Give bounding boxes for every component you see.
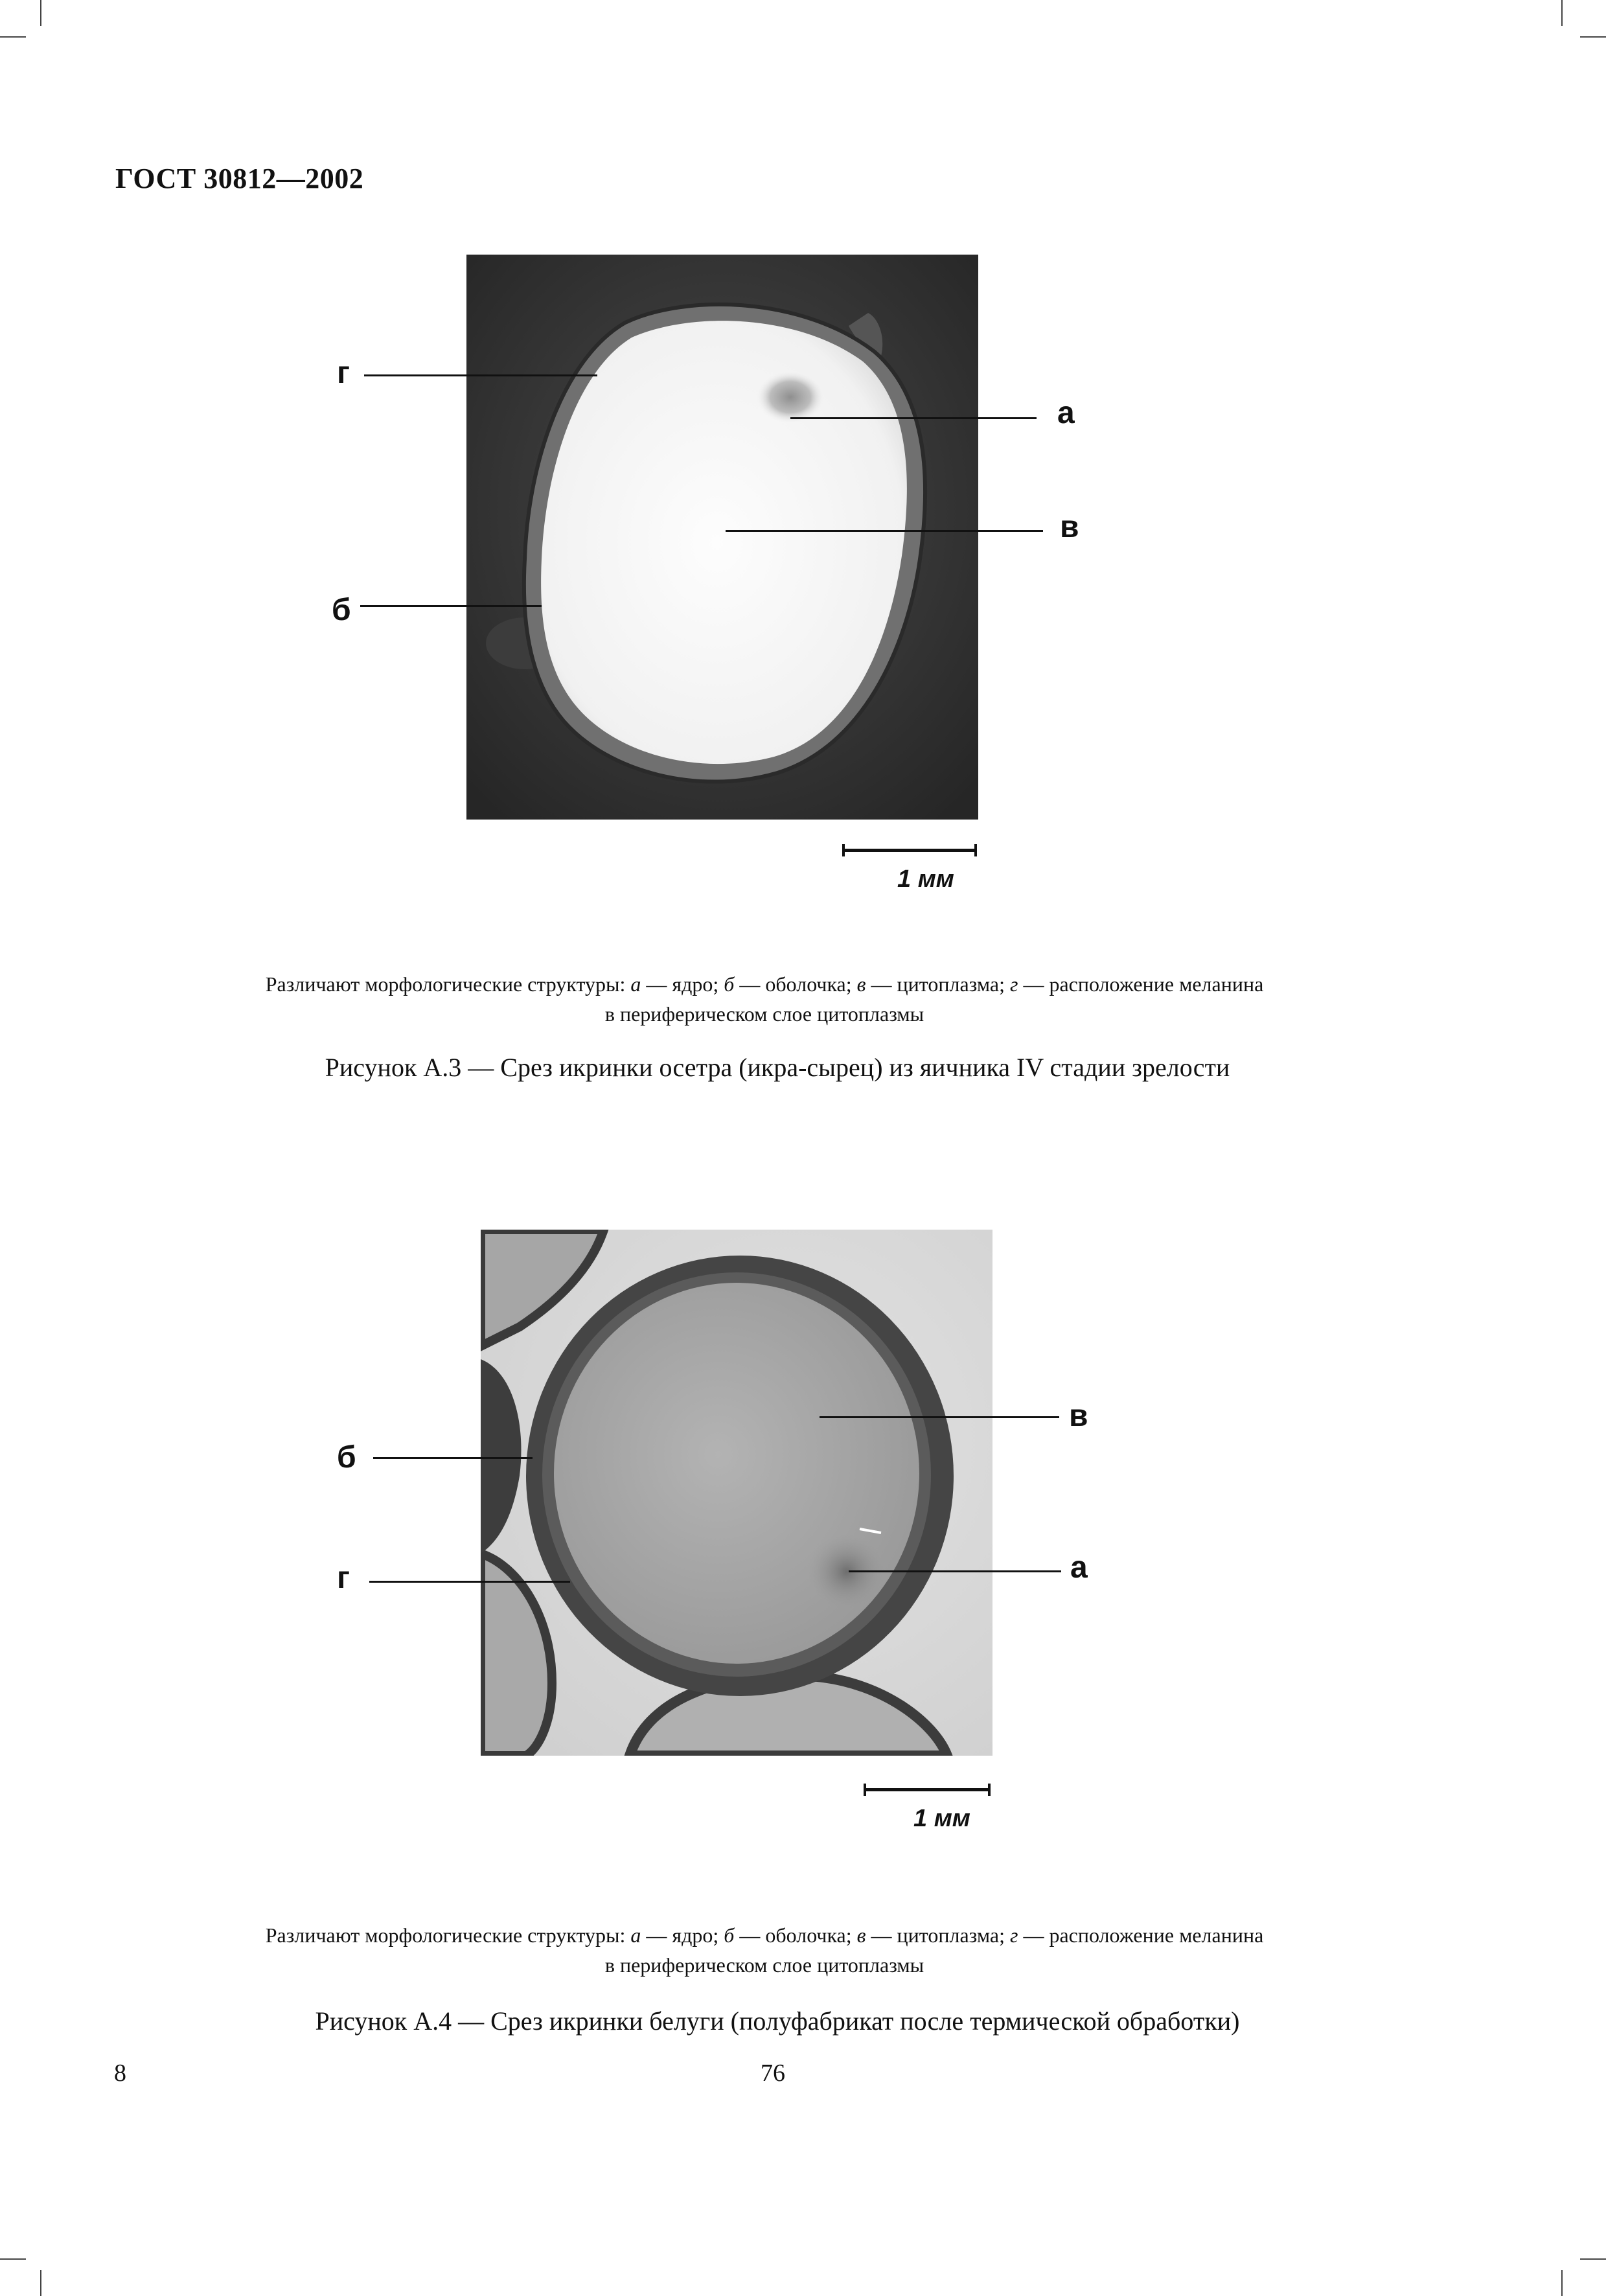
- leader-line-a: [849, 1570, 1061, 1572]
- page-number-left: 8: [114, 2060, 126, 2087]
- leader-line-v: [726, 530, 1043, 532]
- legend-key-v: в: [856, 1923, 866, 1947]
- legend-text-v: — цитоплазма;: [866, 972, 1010, 996]
- crop-mark: [0, 36, 26, 38]
- legend-text-g: — расположение меланина: [1018, 972, 1264, 996]
- label-b: б: [332, 593, 351, 627]
- sturgeon-egg-micrograph: [466, 255, 978, 820]
- legend-key-a: а: [630, 972, 641, 996]
- legend-key-g: г: [1009, 972, 1018, 996]
- page-number-center: 76: [761, 2060, 785, 2087]
- scale-label: 1 мм: [897, 866, 954, 893]
- legend-text-v: — цитоплазма;: [866, 1923, 1010, 1947]
- label-g: г: [337, 1561, 350, 1595]
- crop-mark: [1561, 2270, 1563, 2296]
- legend-intro: Различают морфологические структуры:: [265, 972, 626, 996]
- leader-line-b: [360, 605, 542, 607]
- leader-line-v: [820, 1416, 1059, 1418]
- legend-key-g: г: [1009, 1923, 1018, 1947]
- legend-line2: в периферическом слое цитоплазмы: [604, 1002, 924, 1026]
- document-id: ГОСТ 30812—2002: [115, 163, 364, 194]
- crop-mark: [40, 2270, 41, 2296]
- legend-key-b: б: [724, 1923, 735, 1947]
- figure-legend: [162, 1920, 1367, 1980]
- label-b: б: [337, 1440, 356, 1475]
- crop-mark: [0, 2258, 26, 2260]
- beluga-egg-micrograph: [481, 1230, 992, 1756]
- leader-line-a: [790, 417, 1037, 419]
- leader-line-g: [364, 374, 597, 376]
- legend-key-v: в: [856, 972, 866, 996]
- legend-text-a: — ядро;: [641, 1923, 724, 1947]
- legend-text-b: — оболочка;: [734, 972, 857, 996]
- leader-line-b: [373, 1457, 533, 1459]
- legend-intro: Различают морфологические структуры:: [265, 1923, 626, 1947]
- crop-mark: [1561, 0, 1563, 26]
- scale-bar: [842, 849, 977, 852]
- legend-text-b: — оболочка;: [734, 1923, 857, 1947]
- crop-mark: [1580, 2258, 1606, 2260]
- legend-key-a: а: [630, 1923, 641, 1947]
- scale-label: 1 мм: [913, 1805, 970, 1832]
- label-v: в: [1069, 1399, 1088, 1433]
- figure-caption: Рисунок А.4 — Срез икринки белуги (полуфабрикат после термической обработки): [315, 2006, 1240, 2036]
- legend-text-g: — расположение меланина: [1018, 1923, 1264, 1947]
- figure-legend: [162, 969, 1367, 1029]
- legend-line2: в периферическом слое цитоплазмы: [604, 1953, 924, 1977]
- legend-key-b: б: [724, 972, 735, 996]
- crop-mark: [1580, 36, 1606, 38]
- label-a: а: [1070, 1550, 1088, 1585]
- scale-bar: [864, 1788, 991, 1791]
- crop-mark: [40, 0, 41, 26]
- label-g: г: [337, 356, 350, 390]
- figure-caption: Рисунок А.3 — Срез икринки осетра (икра-сырец) из яичника IV стадии зрелости: [325, 1053, 1230, 1082]
- label-a: а: [1057, 396, 1075, 430]
- legend-text-a: — ядро;: [641, 972, 724, 996]
- label-v: в: [1060, 510, 1079, 544]
- leader-line-g: [369, 1581, 570, 1583]
